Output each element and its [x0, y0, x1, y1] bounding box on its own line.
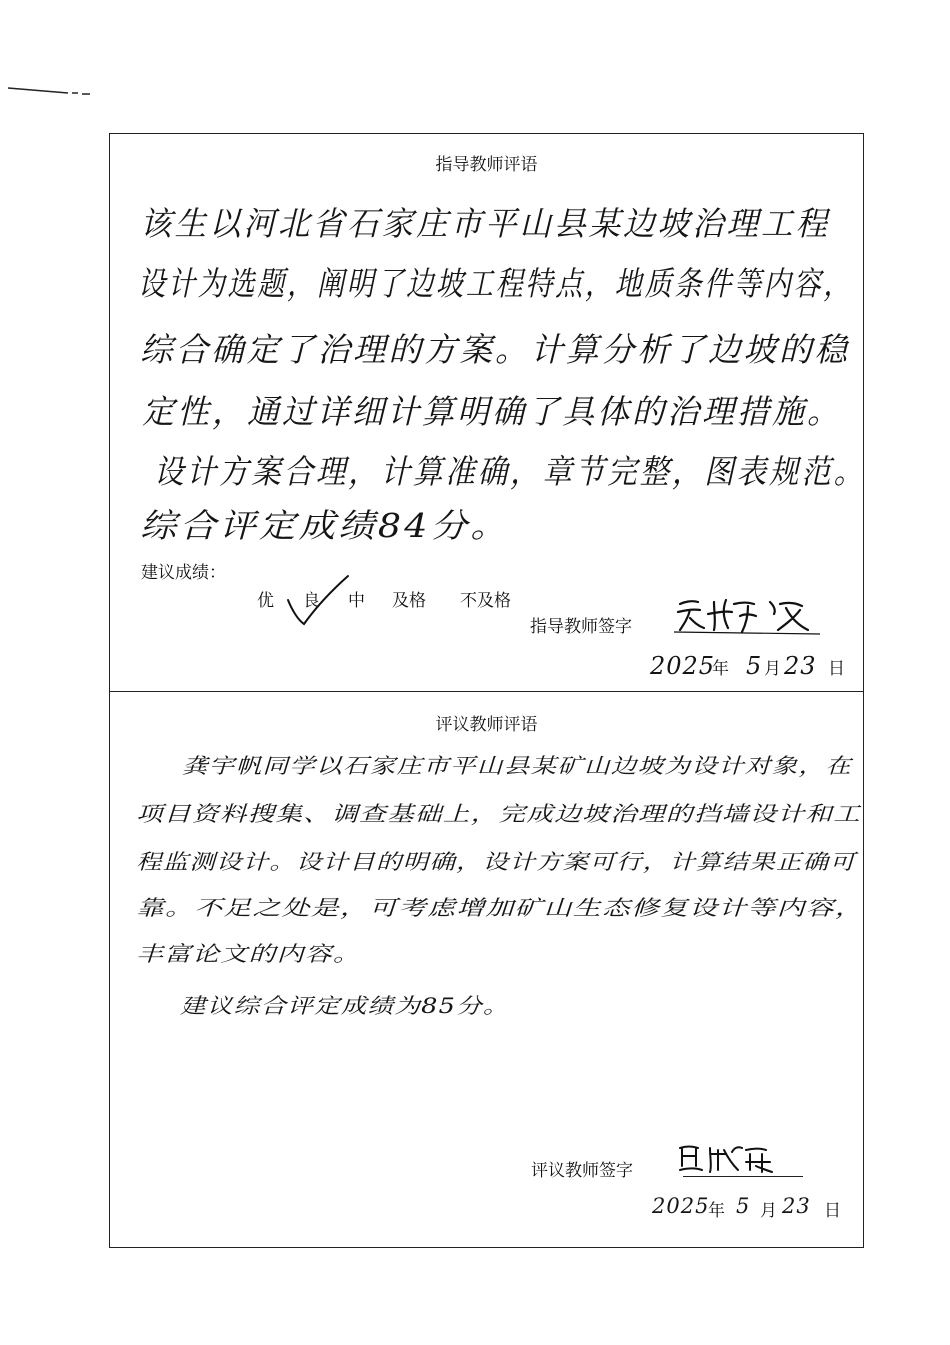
- advisor-comment-line: 设计方案合理，计算准确，章节完整，图表规范。: [154, 452, 866, 491]
- grade-checkmark-icon: [280, 570, 355, 630]
- advisor-date-year-unit: 年: [712, 659, 729, 679]
- grade-option-pass: 及格: [392, 591, 426, 611]
- advisor-date-month: 5: [746, 652, 763, 680]
- reviewer-comment-line: 丰富论文的内容。: [136, 942, 361, 966]
- advisor-date-day: 23: [784, 652, 817, 680]
- reviewer-comment-line: 靠。不足之处是，可考虑增加矿山生态修复设计等内容，: [136, 896, 864, 920]
- reviewer-conclusion: 建议综合评定成绩为85分。: [180, 994, 510, 1018]
- advisor-comment-line: 综合评定成绩84分。: [140, 506, 510, 545]
- advisor-signature-label: 指导教师签字: [530, 617, 632, 637]
- suggested-grade-label: 建议成绩：: [141, 563, 226, 583]
- reviewer-date-day-unit: 日: [824, 1201, 841, 1221]
- reviewer-date-day: 23: [782, 1194, 811, 1218]
- advisor-comment-line: 设计为选题，阐明了边坡工程特点，地质条件等内容，: [138, 264, 853, 303]
- advisor-comment-line: 综合确定了治理的方案。计算分析了边坡的稳: [140, 330, 850, 369]
- reviewer-signature: [670, 1140, 810, 1180]
- grade-option-fail: 不及格: [460, 591, 511, 611]
- reviewer-date-year: 2025: [652, 1194, 710, 1218]
- reviewer-signature-label: 评议教师签字: [531, 1161, 633, 1181]
- reviewer-date-month-unit: 月: [760, 1201, 777, 1221]
- reviewer-comment-heading: 评议教师评语: [435, 715, 538, 735]
- advisor-comment-heading: 指导教师评语: [435, 155, 538, 175]
- advisor-date-day-unit: 日: [828, 659, 845, 679]
- grade-option-good: 良: [303, 591, 320, 611]
- reviewer-date-month: 5: [736, 1194, 751, 1218]
- reviewer-signature-line: [683, 1176, 803, 1177]
- reviewer-comment-line: 程监测设计。设计目的明确，设计方案可行，计算结果正确可: [136, 850, 856, 874]
- reviewer-date-year-unit: 年: [708, 1201, 725, 1221]
- scan-mark: [6, 84, 96, 98]
- advisor-comment-line: 定性，通过详细计算明确了具体的治理措施。: [142, 392, 842, 431]
- advisor-signature: [670, 594, 830, 636]
- grade-option-excellent: 优: [257, 591, 274, 611]
- grade-option-medium: 中: [348, 591, 365, 611]
- reviewer-comment-line: 项目资料搜集、调查基础上，完成边坡治理的挡墙设计和工: [136, 802, 861, 826]
- section-divider: [110, 691, 863, 692]
- advisor-comment-line: 该生以河北省石家庄市平山县某边坡治理工程: [140, 204, 830, 243]
- advisor-date-year: 2025: [650, 652, 716, 680]
- reviewer-comment-line: 龚宇帆同学以石家庄市平山县某矿山边坡为设计对象，在: [182, 754, 852, 778]
- advisor-date-month-unit: 月: [764, 659, 781, 679]
- evaluation-form: [109, 133, 864, 1248]
